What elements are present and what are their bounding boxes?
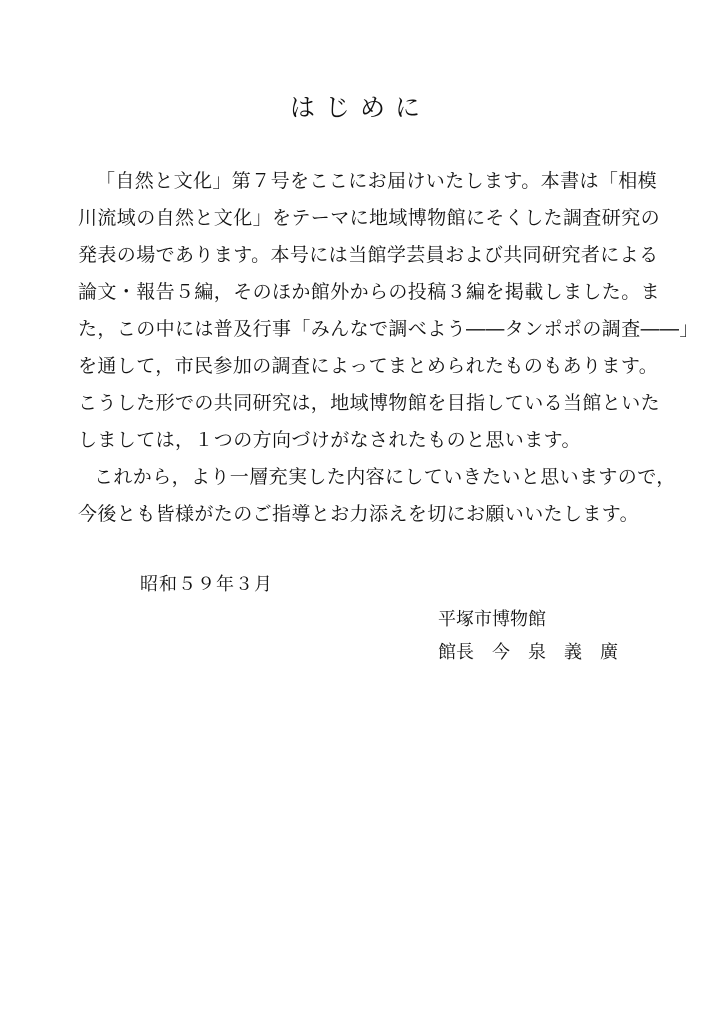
body-line: 今後とも皆様がたのご指導とお力添えを切にお願いいたします。 (78, 503, 640, 525)
body-line: しましては，１つの方向づけがなされたものと思います。 (78, 429, 581, 451)
signer-name: 今泉義廣 (492, 642, 636, 663)
body-line: こうした形での共同研究は，地域博物館を目指している当館といた (78, 392, 661, 414)
organization-name: 平塚市博物館 (438, 609, 546, 630)
signer-role: 館長 (438, 642, 474, 663)
body-line: 論文・報告５編，そのほか館外からの投稿３編を掲載しました。ま (78, 281, 661, 303)
signature-block (438, 638, 636, 664)
body-line: 川流域の自然と文化」をテーマに地域博物館にそくした調査研究の (78, 207, 661, 229)
body-line: これから，より一層充実した内容にしていきたいと思いますので， (94, 466, 676, 488)
body-line: 発表の場であります。本号には当館学芸員および共同研究者による (78, 244, 659, 266)
document-date: 昭和５９年３月 (140, 574, 273, 595)
page-title: はじめに (289, 93, 430, 122)
body-line: 「自然と文化」第７号をここにお届けいたします。本書は「相模 (96, 170, 658, 192)
body-line: た，この中には普及行事「みんなで調べよう――タンポポの調査――」 (78, 318, 699, 340)
body-line: を通して，市民参加の調査によってまとめられたものもあります。 (78, 355, 659, 377)
